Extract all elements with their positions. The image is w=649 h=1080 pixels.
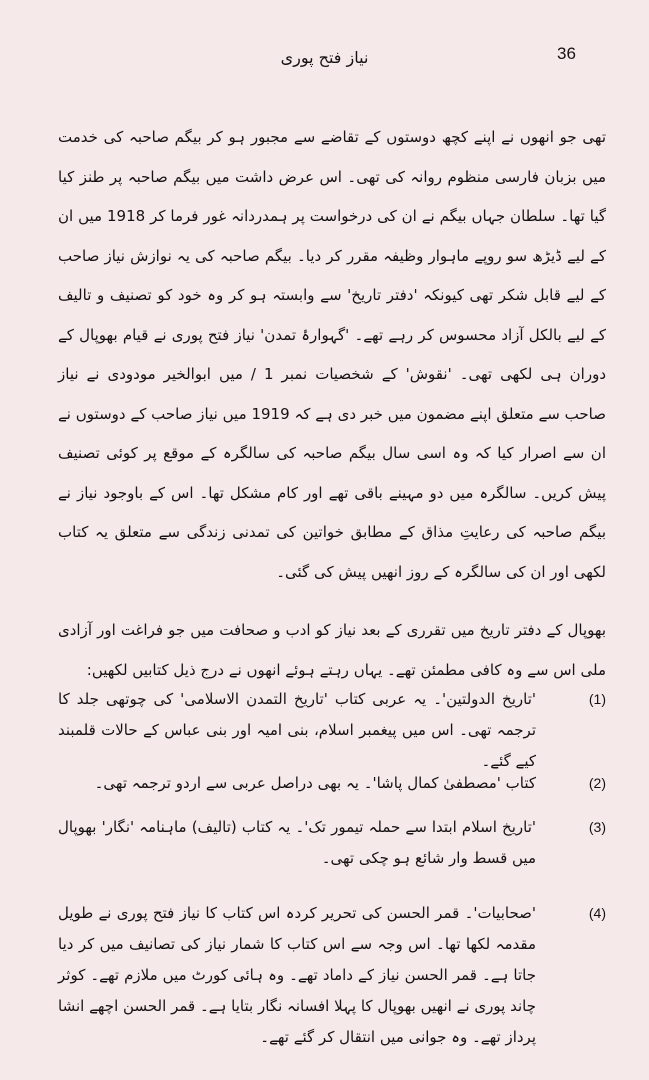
list-item-text: 'صحابیات'۔ قمر الحسن کی تحریر کردہ اس کتاب کا نیاز فتح پوری نے طویل مقدمہ لکھا تھا۔ اس وجہ سے اس کتاب کا شمار نیاز کی تصانیف میں کر دیا جاتا ہے۔ قمر الحسن نیاز کے داماد تھے۔ وہ ہائی کورٹ میں ملازم تھے۔ کوثر چاند پوری نے انھیں بھوپال کا پہلا افسانہ نگار بتایا ہے۔ قمر الحسن اچھے انشا پرداز تھے۔ وہ جوانی میں انتقال کر گئے تھے۔	[58, 904, 536, 1046]
list-item-text: کتاب 'مصطفیٰ کمال پاشا'۔ یہ بھی دراصل عربی سے اردو ترجمہ تھی۔	[94, 774, 536, 792]
list-item-number: (4)	[588, 905, 606, 921]
paragraph-2: بھوپال کے دفتر تاریخ میں تقرری کے بعد نیاز کو ادب و صحافت میں جو فراغت اور آزادی ملی اس سے وہ کافی مطمئن تھے۔ یہاں رہتے ہوئے انھوں نے درج ذیل کتابیں لکھیں:	[58, 621, 606, 679]
page-number: 36	[557, 44, 576, 63]
paragraph-1: تھی جو انھوں نے اپنے کچھ دوستوں کے تقاضے سے مجبور ہو کر بیگم صاحبہ کی خدمت میں بزبان فارسی منظوم روانہ کی تھی۔ اس عرض داشت میں بیگم صاحبہ پر طنز کیا گیا تھا۔ سلطان جہاں بیگم نے ان کی درخواست پر ہمدردانہ غور فرما کر 1918 میں ان کے لیے ڈیڑھ سو روپے ماہوار وظیفہ مقرر کر دیا۔ بیگم صاحبہ کی یہ نوازش نیاز صاحب کے لیے قابل شکر تھی کیونکہ 'دفتر تاریخ' سے وابستہ ہو کر وہ خود کو تصنیف و تالیف کے لیے بالکل آزاد محسوس کر رہے تھے۔ 'گہوارۂ تمدن' نیاز فتح پوری نے قیام بھوپال کے دوران ہی لکھی تھی۔ 'نقوش' کے شخصیات نمبر 1 / میں ابوالخیر مودودی نے نیاز صاحب سے متعلق اپنے مضمون میں خبر دی ہے کہ 1919 میں نیاز صاحب کے دوستوں نے ان سے اصرار کیا کہ وہ اسی سال بیگم صاحبہ کی سالگرہ کے موقع پر کوئی تصنیف پیش کریں۔ سالگرہ میں دو مہینے باقی تھے اور کام مشکل تھا۔ اس کے باوجود نیاز نے بیگم صاحبہ کی رعایتِ مذاق کے مطابق خواتین کی تمدنی زندگی سے متعلق یہ کتاب لکھی اور ان کی سالگرہ کے روز انھیں پیش کی گئی۔	[58, 128, 607, 581]
body-text	[58, 118, 606, 690]
list-item-text: 'تاریخ الدولتین'۔ یہ عربی کتاب 'تاریخ التمدن الاسلامی' کی چوتھی جلد کا ترجمہ تھی۔ اس میں پیغمبر اسلام، بنی امیہ اور بنی عباس کے حالات قلمبند کیے گئے۔	[58, 690, 536, 770]
running-title: نیاز فتح پوری	[280, 48, 369, 67]
list-item-number: (1)	[588, 691, 606, 707]
list-item-number: (3)	[588, 819, 606, 835]
list-item-text: 'تاریخ اسلام ابتدا سے حملہ تیمور تک'۔ یہ کتاب (تالیف) ماہنامہ 'نگار' بھوپال میں قسط وار شائع ہو چکی تھی۔	[58, 818, 536, 867]
list-item-number: (2)	[588, 775, 606, 791]
